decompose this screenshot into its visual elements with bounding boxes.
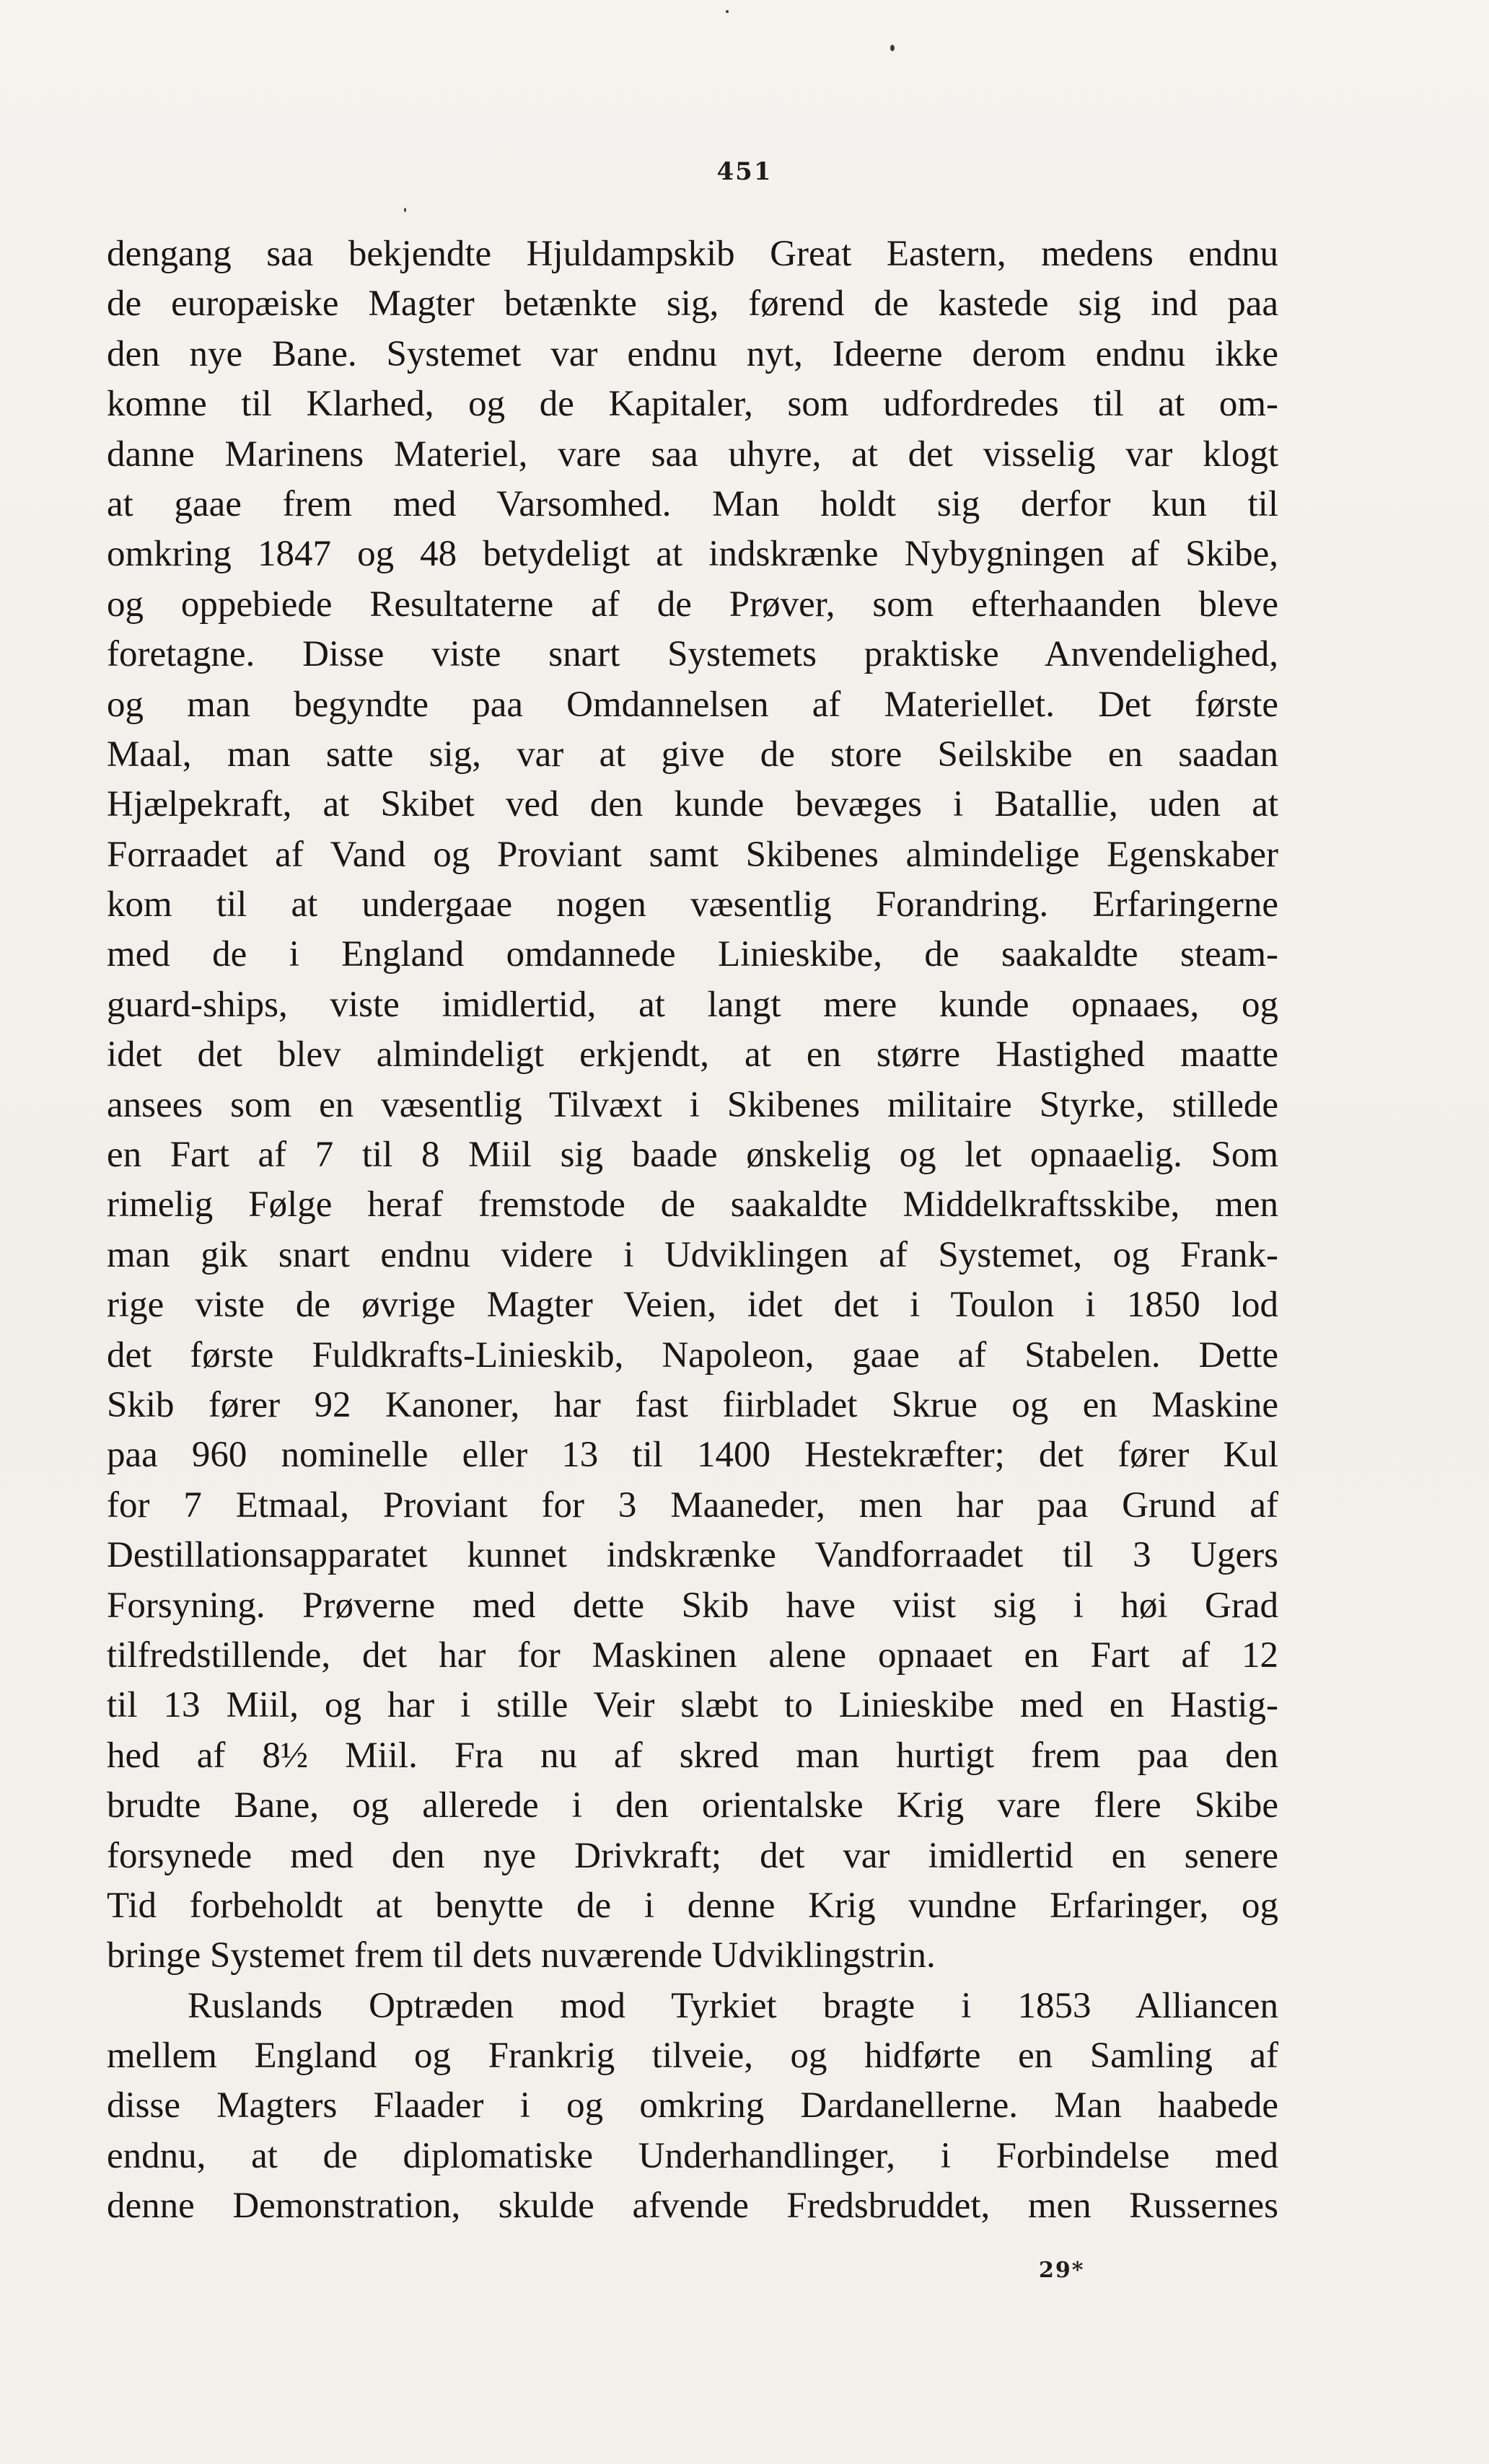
signature-mark: 29* <box>1039 2258 1085 2283</box>
text-line: ansees som en væsentlig Tilvæxt i Skibenes militaire Styrke, stillede <box>107 1084 1278 1125</box>
text-line: Hjælpekraft, at Skibet ved den kunde bevæges i Batallie, uden at <box>107 784 1278 825</box>
body-text <box>107 229 1278 2232</box>
text-line: komne til Klarhed, og de Kapitaler, som udfordredes til at om- <box>107 384 1278 425</box>
paragraph-end-line: bringe Systemet frem til dets nuværende Udviklingstrin. <box>107 1935 936 1976</box>
text-line: rimelig Følge heraf fremstode de saakaldte Middelkraftsskibe, men <box>107 1184 1278 1226</box>
text-line: guard-ships, viste imidlertid, at langt mere kunde opnaaes, og <box>107 984 1278 1025</box>
text-line: dengang saa bekjendte Hjuldampskib Great Eastern, medens endnu <box>107 234 1278 274</box>
text-line: til 13 Miil, og har i stille Veir slæbt to Linieskibe med en Hastig- <box>107 1685 1278 1726</box>
text-line: omkring 1847 og 48 betydeligt at indskrænke Nybygningen af Skibe, <box>107 534 1278 575</box>
text-line: brudte Bane, og allerede i den orientalske Krig vare flere Skibe <box>107 1785 1278 1826</box>
ink-speck <box>404 208 406 212</box>
text-line: Forraadet af Vand og Proviant samt Skibenes almindelige Egenskaber <box>107 834 1278 875</box>
page-number: 451 <box>716 157 773 186</box>
text-line: at gaae frem med Varsomhed. Man holdt sig derfor kun til <box>107 483 1278 524</box>
text-line: forsynede med den nye Drivkraft; det var imidlertid en senere <box>107 1835 1278 1876</box>
text-line: hed af 8½ Miil. Fra nu af skred man hurtigt frem paa den <box>107 1735 1278 1776</box>
text-line: en Fart af 7 til 8 Miil sig baade ønskelig og let opnaaelig. Som <box>107 1135 1278 1176</box>
text-line: Forsyning. Prøverne med dette Skib have viist sig i høi Grad <box>107 1585 1278 1626</box>
ink-speck <box>726 10 729 13</box>
text-line: den nye Bane. Systemet var endnu nyt, Ideerne derom endnu ikke <box>107 333 1278 374</box>
text-line: danne Marinens Materiel, vare saa uhyre, at det visselig var klogt <box>107 434 1278 475</box>
text-line: man gik snart endnu videre i Udviklingen af Systemet, og Frank- <box>107 1234 1278 1275</box>
text-line: det første Fuldkrafts-Linieskib, Napoleon, gaae af Stabelen. Dette <box>107 1334 1278 1376</box>
text-line: Skib fører 92 Kanoner, har fast fiirbladet Skrue og en Maskine <box>107 1384 1278 1425</box>
text-line: de europæiske Magter betænkte sig, førend de kastede sig ind paa <box>107 283 1278 325</box>
text-line: kom til at undergaae nogen væsentlig Forandring. Erfaringerne <box>107 884 1278 925</box>
text-line: tilfredstillende, det har for Maskinen alene opnaaet en Fart af 12 <box>107 1634 1278 1676</box>
text-line: og oppebiede Resultaterne af de Prøver, som efterhaanden bleve <box>107 584 1278 625</box>
text-line: foretagne. Disse viste snart Systemets praktiske Anvendelighed, <box>107 634 1278 675</box>
text-line: Destillationsapparatet kunnet indskrænke Vandforraadet til 3 Ugers <box>107 1535 1278 1576</box>
text-line: Maal, man satte sig, var at give de store Seilskibe en saadan <box>107 734 1278 775</box>
paragraph-start-line: Ruslands Optræden mod Tyrkiet bragte i 1853 Alliancen <box>188 1985 1278 2026</box>
text-line: for 7 Etmaal, Proviant for 3 Maaneder, men har paa Grund af <box>107 1484 1278 1526</box>
text-line: paa 960 nominelle eller 13 til 1400 Hestekræfter; det fører Kul <box>107 1435 1278 1476</box>
text-line: og man begyndte paa Omdannelsen af Materiellet. Det første <box>107 684 1278 725</box>
ink-speck <box>890 45 895 51</box>
text-line: mellem England og Frankrig tilveie, og hidførte en Samling af <box>107 2036 1278 2077</box>
text-line: Tid forbeholdt at benytte de i denne Krig vundne Erfaringer, og <box>107 1885 1278 1926</box>
text-line: disse Magters Flaader i og omkring Dardanellerne. Man haabede <box>107 2085 1278 2126</box>
text-line: denne Demonstration, skulde afvende Fredsbruddet, men Russernes <box>107 2186 1278 2227</box>
text-line: med de i England omdannede Linieskibe, de saakaldte steam- <box>107 934 1278 975</box>
text-line: idet det blev almindeligt erkjendt, at en større Hastighed maatte <box>107 1034 1278 1075</box>
text-line: rige viste de øvrige Magter Veien, idet det i Toulon i 1850 lod <box>107 1285 1278 1326</box>
text-line: endnu, at de diplomatiske Underhandlinger, i Forbindelse med <box>107 2135 1278 2176</box>
